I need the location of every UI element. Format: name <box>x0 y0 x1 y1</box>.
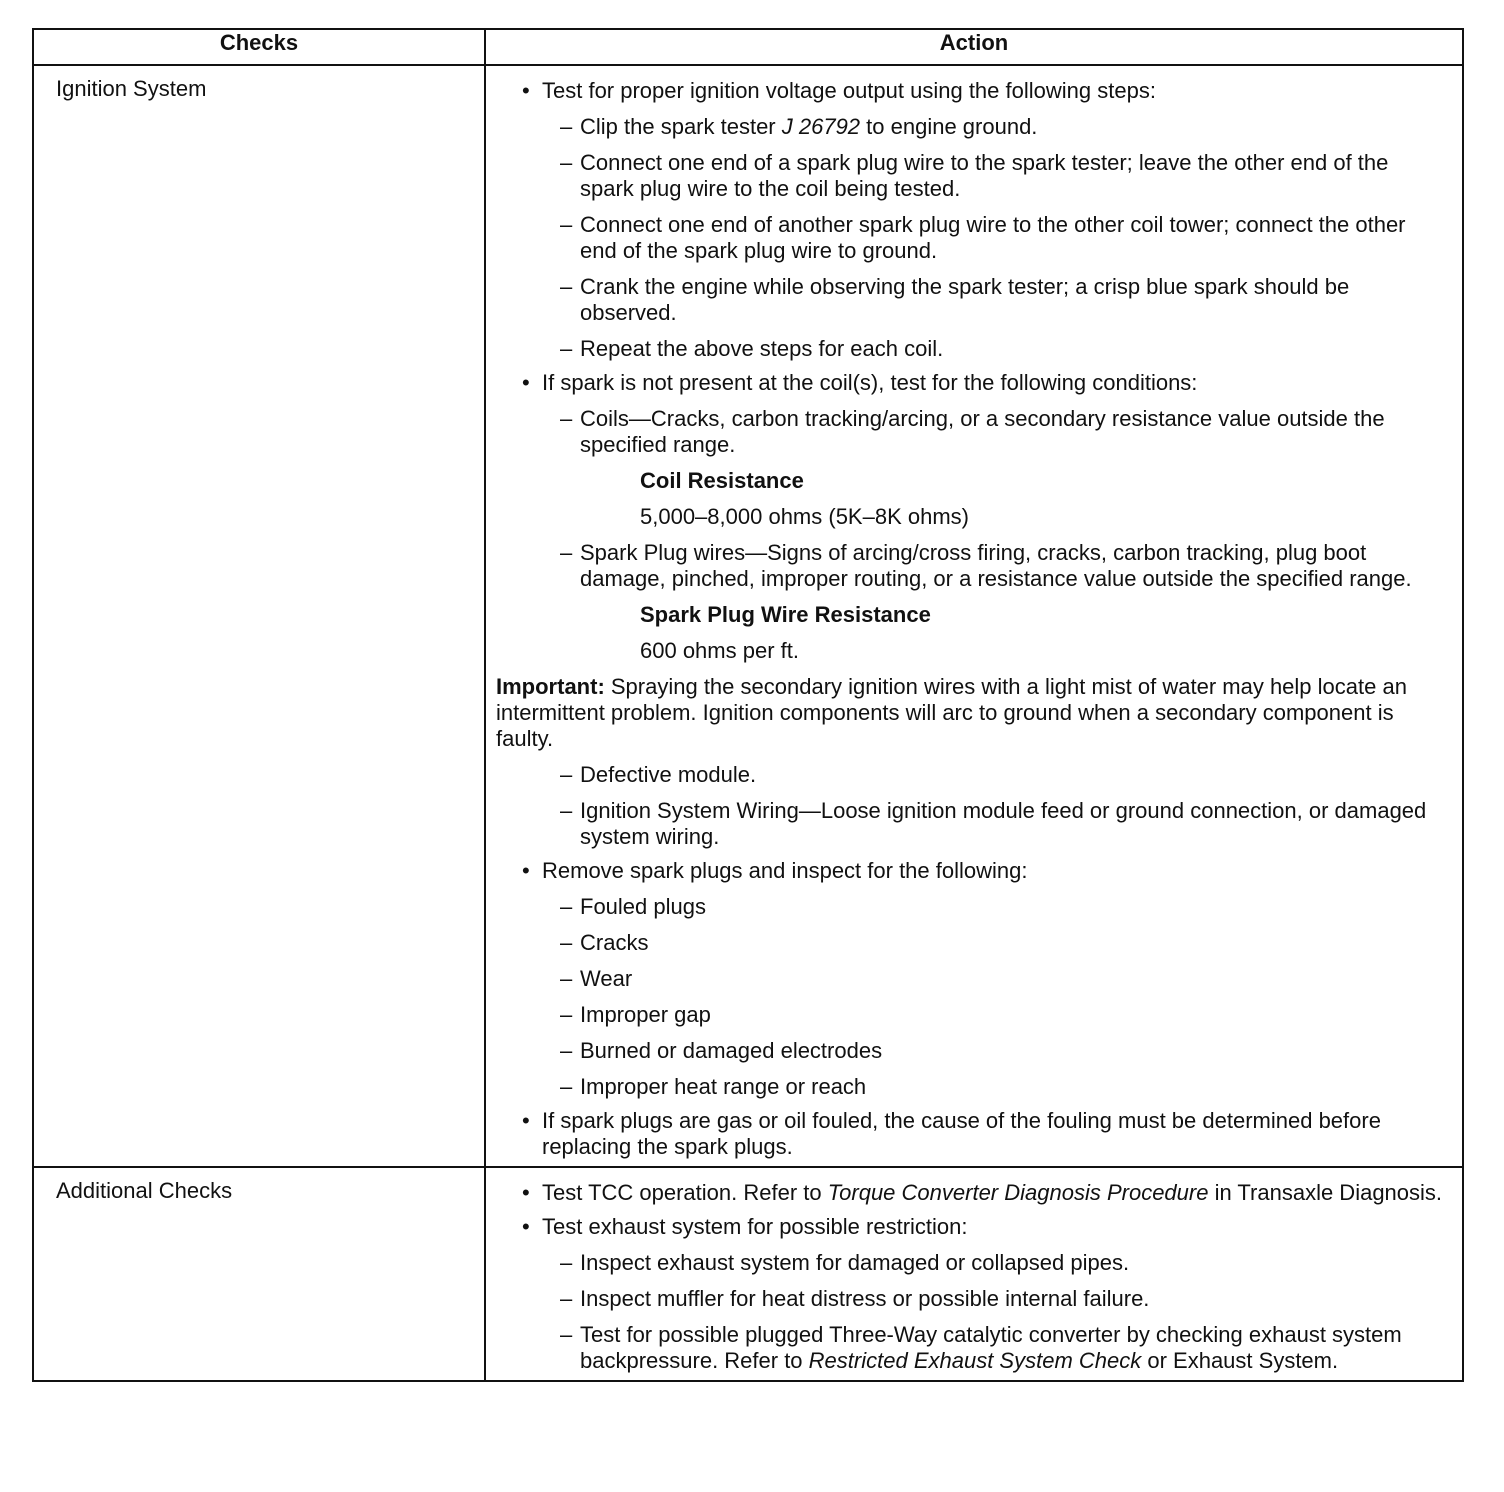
wire-resistance-value: 600 ohms per ft. <box>640 638 799 663</box>
dash-text: Connect one end of another spark plug wire to the other coil tower; connect the other end of the spark plug wire to ground. <box>580 212 1406 263</box>
dash-text: Improper heat range or reach <box>580 1074 867 1099</box>
bullet-marker: • <box>522 858 530 883</box>
checks-action-table <box>32 28 1464 1382</box>
dash-marker: – <box>560 1038 573 1063</box>
dash-item <box>496 1002 1448 1028</box>
dash-text: Repeat the above steps for each coil. <box>580 336 944 361</box>
dash-marker: – <box>560 274 573 299</box>
important-label: Important: <box>496 674 605 699</box>
dash-marker: – <box>560 966 573 991</box>
dash-item <box>496 212 1448 264</box>
bullet-item <box>496 370 1448 396</box>
important-note <box>496 674 1448 752</box>
dash-text: Defective module. <box>580 762 757 787</box>
action-header: Action <box>485 29 1463 65</box>
dash-text: Spark Plug wires—Signs of arcing/cross firing, cracks, carbon tracking, plug boot damage, pinched, improper routing, or a resistance value outside the specified range. <box>580 540 1412 591</box>
dash-text: to engine ground. <box>860 114 1038 139</box>
dash-marker: – <box>560 114 573 139</box>
dash-text: Inspect muffler for heat distress or possible internal failure. <box>580 1286 1150 1311</box>
coil-resistance-title: Coil Resistance <box>640 468 804 493</box>
table-row-additional <box>33 1167 1463 1381</box>
dash-marker: – <box>560 1002 573 1027</box>
dash-item <box>496 1038 1448 1064</box>
dash-marker: – <box>560 894 573 919</box>
dash-marker: – <box>560 798 573 823</box>
dash-text: Clip the spark tester <box>580 114 782 139</box>
check-label-ignition: Ignition System <box>33 65 485 1167</box>
bullet-marker: • <box>522 78 530 103</box>
dash-marker: – <box>560 1286 573 1311</box>
bullet-item <box>496 1214 1448 1240</box>
dash-item <box>496 336 1448 362</box>
dash-text: or Exhaust System. <box>1141 1348 1339 1373</box>
dash-item <box>496 894 1448 920</box>
dash-marker: – <box>560 540 573 565</box>
dash-item <box>496 1074 1448 1100</box>
dash-marker: – <box>560 930 573 955</box>
dash-item <box>496 1286 1448 1312</box>
dash-text: Cracks <box>580 930 649 955</box>
dash-item <box>496 798 1448 850</box>
dash-text: Inspect exhaust system for damaged or collapsed pipes. <box>580 1250 1130 1275</box>
header-row <box>33 29 1463 65</box>
dash-item <box>496 150 1448 202</box>
bullet-text: If spark plugs are gas or oil fouled, the cause of the fouling must be determined before replacing the spark plugs. <box>542 1108 1381 1159</box>
reference-title: Restricted Exhaust System Check <box>808 1348 1142 1373</box>
dash-marker: – <box>560 336 573 361</box>
dash-text: Improper gap <box>580 1002 711 1027</box>
wire-resistance-title: Spark Plug Wire Resistance <box>640 602 931 627</box>
action-cell-ignition <box>485 65 1463 1167</box>
dash-marker: – <box>560 212 573 237</box>
dash-item <box>496 1322 1448 1374</box>
dash-text: Wear <box>580 966 633 991</box>
reference-title: Torque Converter Diagnosis Procedure <box>827 1180 1209 1205</box>
check-label-additional: Additional Checks <box>33 1167 485 1381</box>
dash-marker: – <box>560 1322 573 1347</box>
dash-marker: – <box>560 1250 573 1275</box>
dash-item <box>496 930 1448 956</box>
table-row-ignition <box>33 65 1463 1167</box>
dash-item <box>496 406 1448 458</box>
dash-item <box>496 966 1448 992</box>
dash-text: Connect one end of a spark plug wire to the spark tester; leave the other end of the spark plug wire to the coil being tested. <box>580 150 1389 201</box>
bullet-text: Test TCC operation. Refer to <box>542 1180 828 1205</box>
checks-header: Checks <box>33 29 485 65</box>
bullet-marker: • <box>522 1108 530 1133</box>
dash-item <box>496 274 1448 326</box>
dash-text: Burned or damaged electrodes <box>580 1038 883 1063</box>
dash-text: Coils—Cracks, carbon tracking/arcing, or a secondary resistance value outside the specified range. <box>580 406 1385 457</box>
bullet-item <box>496 78 1448 104</box>
dash-item <box>496 540 1448 592</box>
bullet-marker: • <box>522 370 530 395</box>
bullet-item <box>496 1180 1448 1206</box>
bullet-text: Remove spark plugs and inspect for the following: <box>542 858 1028 883</box>
dash-marker: – <box>560 762 573 787</box>
coil-resistance-value: 5,000–8,000 ohms (5K–8K ohms) <box>640 504 969 529</box>
dash-text: Fouled plugs <box>580 894 706 919</box>
bullet-text: Test exhaust system for possible restriction: <box>542 1214 968 1239</box>
dash-marker: – <box>560 1074 573 1099</box>
bullet-text: in Transaxle Diagnosis. <box>1208 1180 1443 1205</box>
dash-text: Crank the engine while observing the spark tester; a crisp blue spark should be observed. <box>580 274 1350 325</box>
dash-item <box>496 1250 1448 1276</box>
bullet-item <box>496 858 1448 884</box>
bullet-text: If spark is not present at the coil(s), test for the following conditions: <box>542 370 1198 395</box>
dash-marker: – <box>560 150 573 175</box>
bullet-item <box>496 1108 1448 1160</box>
bullet-marker: • <box>522 1180 530 1205</box>
dash-text: Test for possible plugged Three-Way catalytic converter by checking exhaust system backpressure. Refer to <box>580 1322 1402 1373</box>
dash-item <box>496 114 1448 140</box>
bullet-text: Test for proper ignition voltage output using the following steps: <box>542 78 1156 103</box>
dash-text: Ignition System Wiring—Loose ignition module feed or ground connection, or damaged system wiring. <box>580 798 1427 849</box>
important-text: Spraying the secondary ignition wires with a light mist of water may help locate an intermittent problem. Ignition components will arc to ground when a secondary component is faulty. <box>496 674 1407 751</box>
dash-item <box>496 762 1448 788</box>
action-cell-additional <box>485 1167 1463 1381</box>
dash-marker: – <box>560 406 573 431</box>
bullet-marker: • <box>522 1214 530 1239</box>
tool-number: J 26792 <box>781 114 861 139</box>
